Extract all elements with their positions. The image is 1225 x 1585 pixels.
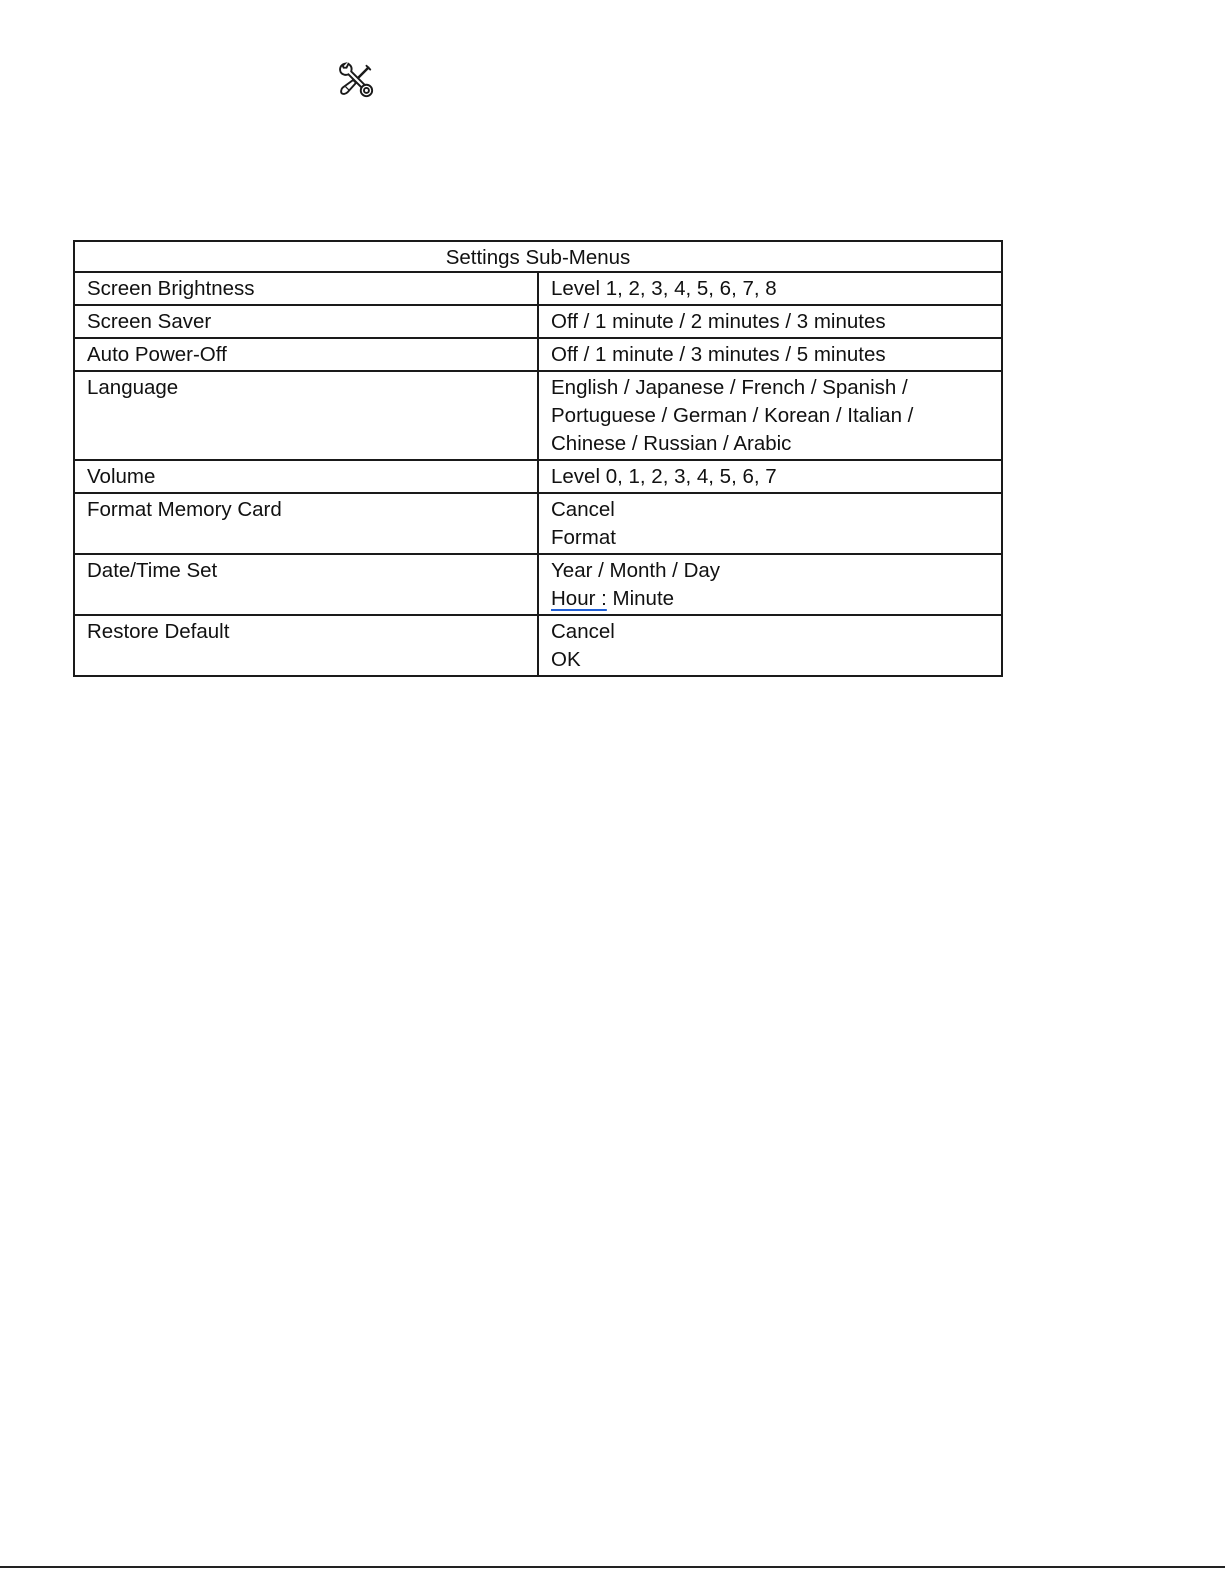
- table-row: [74, 493, 1002, 554]
- option-line: English / Japanese / French / Spanish /: [551, 376, 908, 399]
- option-line: Level 1, 2, 3, 4, 5, 6, 7, 8: [551, 277, 777, 300]
- wrench-screwdriver-icon: [337, 61, 375, 99]
- option-line: Off / 1 minute / 3 minutes / 5 minutes: [551, 343, 886, 366]
- setting-name: Volume: [74, 460, 538, 493]
- option-line: OK: [551, 648, 581, 671]
- table-row: [74, 305, 1002, 338]
- setting-name: Screen Brightness: [74, 272, 538, 305]
- table-title-row: [74, 241, 1002, 272]
- setting-options: [538, 305, 1002, 338]
- option-line: Portuguese / German / Korean / Italian /: [551, 404, 914, 427]
- settings-submenus-table: [73, 240, 1003, 677]
- setting-options: [538, 460, 1002, 493]
- option-line: Level 0, 1, 2, 3, 4, 5, 6, 7: [551, 465, 777, 488]
- option-line: [551, 585, 989, 613]
- time-minute-label: Minute: [606, 587, 675, 610]
- table-row: [74, 338, 1002, 371]
- setting-options: [538, 338, 1002, 371]
- table-title: Settings Sub-Menus: [74, 241, 1002, 272]
- setting-options: [538, 493, 1002, 554]
- setting-name: Screen Saver: [74, 305, 538, 338]
- setting-name: Format Memory Card: [74, 493, 538, 554]
- option-line: Off / 1 minute / 2 minutes / 3 minutes: [551, 310, 886, 333]
- table-row: [74, 554, 1002, 615]
- option-line: Format: [551, 526, 616, 549]
- page-bottom-divider: [0, 1566, 1225, 1568]
- option-line: Year / Month / Day: [551, 559, 721, 582]
- option-line: Cancel: [551, 620, 615, 643]
- setting-options: [538, 615, 1002, 676]
- table-row: [74, 615, 1002, 676]
- option-line: Chinese / Russian / Arabic: [551, 432, 792, 455]
- setting-name: Date/Time Set: [74, 554, 538, 615]
- setting-name: Restore Default: [74, 615, 538, 676]
- setting-name: Auto Power-Off: [74, 338, 538, 371]
- setting-options: [538, 272, 1002, 305]
- setting-name: Language: [74, 371, 538, 460]
- setting-options: [538, 371, 1002, 460]
- setting-options: [538, 554, 1002, 615]
- option-line: Cancel: [551, 498, 615, 521]
- table-row: [74, 272, 1002, 305]
- table-row: [74, 371, 1002, 460]
- time-hour-label: Hour :: [551, 587, 607, 610]
- table-row: [74, 460, 1002, 493]
